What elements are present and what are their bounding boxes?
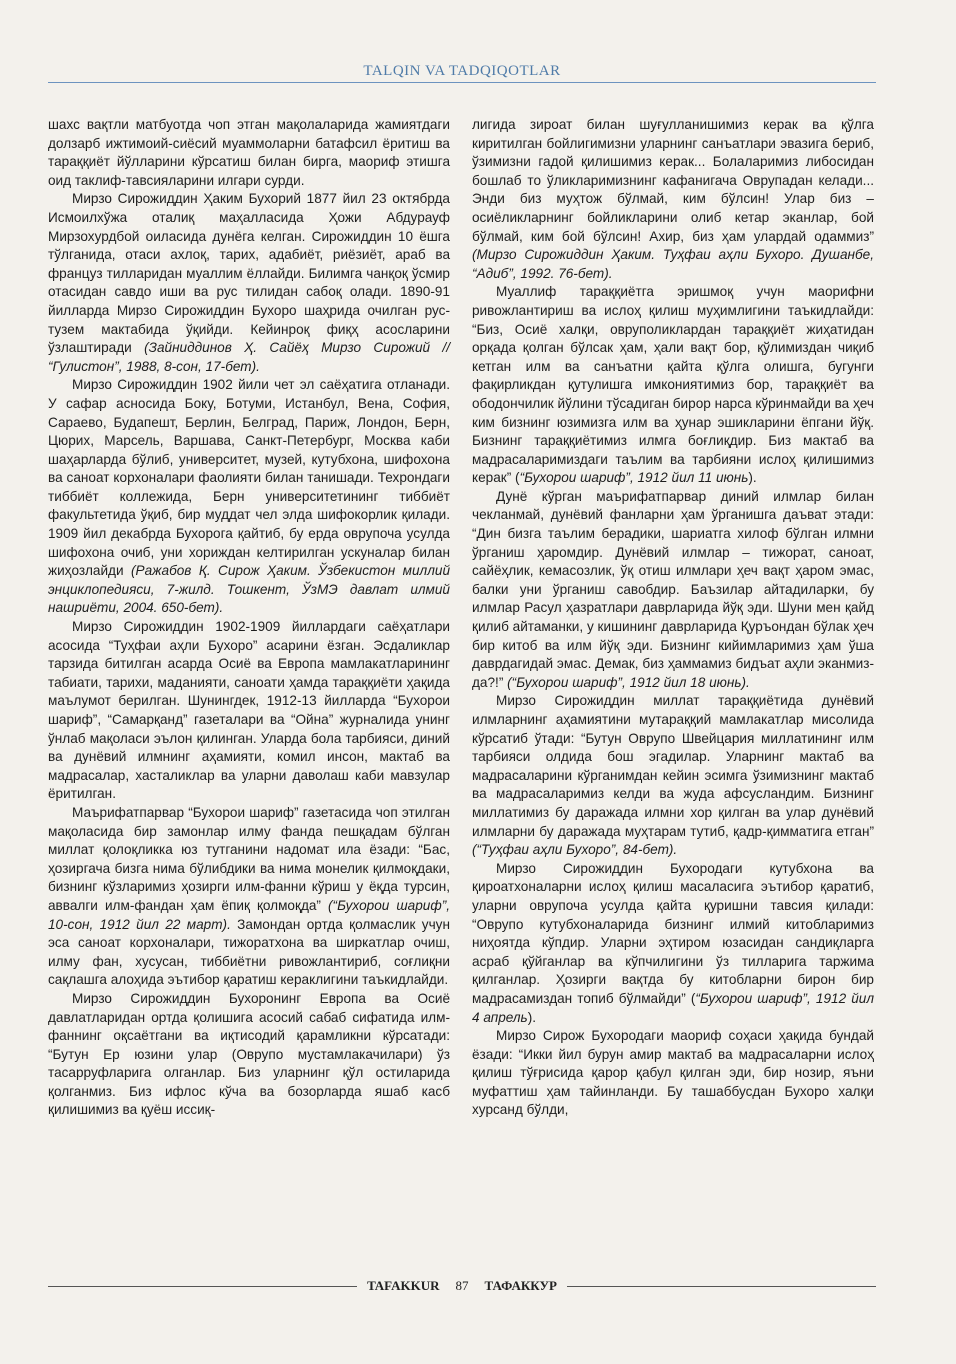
paragraph-text: Дунё кўрган маърифатпарвар диний илмлар билан чекланмай, дунёвий фанларни ҳам ўрганишга даъват этади: “Дин бизга таълим берадики, шариатга хилоф бўлган илмни ўрганиш ҳаромдир. Дунёвий илмлар – тижорат, саноат, сайёҳлик, кемасозлик, ўқ отиш илмлари ҳеч вақт ҳаром эмас, балки уни ўрганиш савобдир. Баъзилар айтадиларки, бу илмлар Расул ҳазратлари даврларида йўқ эди. Шуни мен қайд қилиб айтаманки, у кишининг даврларида Қуръондан бўлак ҳеч бир китоб ва илм йўқ эди. Бизнинг кийимларимиз ҳам ўша даврдагидай эмас. Демак, биз ҳаммамиз бидъат аҳли эканмиз-да?!” [472,488,874,690]
header-rule [48,82,876,83]
paragraph-text: Маърифатпарвар “Бухорои шариф” газетасида чоп этилган мақоласида бир замонлар илму фанда пешқадам бўлган миллат қолоқликка юз тутганини надомат ила ёзади: “Бас, ҳозиргача бизга нима бўлибдики ва нима монелик қилмоқдаки, бизнинг кўзларимиз ҳозирги илм-фанни кўриш у ёқда турсин, аввалги илм-фандан ҳам ёпиқ қолмоқда” [48,804,450,913]
paragraph-text: Мирзо Сирож Бухородаги маориф соҳаси ҳақида бундай ёзади: “Икки йил бурун амир мактаб ва мадрасаларни ислоҳ қилиш тўғрисида қарор қабул қилган эди, бир нозир, яъни муфаттиш ҳам тайинланди. Бу ташаббусдан Бухоро халқи хурсанд бўлди, [472,1028,874,1118]
footer-rule-left [48,1286,357,1287]
paragraph-text: Мирзо Сирожиддин Бухородаги кутубхона ва қироатхоналарни ислоҳ қилиш масаласига эътибор қаратиб, уларни оврупоча усулда қайта қуришни тавсия қилади: “Оврупо кутубхоналарида бизнинг илмий китобларимиз ниҳоятда кўпдир. Уларни эҳтиром юзасидан сандиқларга асраб қўйганлар ва кўпчилигини ўз тилларига таржима қилганлар. Ҳозирги вақтда бу китобларни бирон бир мадрасамиздан топиб бўлмайди” ( [472,860,874,1006]
citation: “Бухорои шариф”, 1912 йил 4 апрель [472,990,874,1025]
citation: (“Туҳфаи аҳли Бухоро”, 84-бет). [472,842,678,858]
paragraph [472,1027,874,1120]
paragraph-text: лигида зироат билан шуғулланишимиз керак ва қўлга киритилган бойлигимизни уларнинг санъатлари эвазига бериб, ўзимизни гадой қилишимиз керак... Болаларимиз либосидан бошлаб то ўликларимизнинг кафанигача Оврупадан келади... Энди биз муҳтож бўлмай, ким бўлсин! Улар биз – осиёликларнинг бойликларини олиб кетар эканлар, бой бўлмай, ким бой бўлсин! Ахир, биз ҳам улардай одаммиз” [472,117,874,244]
paragraph [472,860,874,1027]
citation: (Ражабов Қ. Сирож Ҳаким. Ўзбекистон миллий энциклопедияси, 7-жилд. Тошкент, ЎзМЭ давлат илмий нашриёти, 2004. 650-бет). [48,563,451,616]
paragraph-text: Муаллиф тараққиётга эришмоқ учун маорифни ривожлантириш ва ислоҳ қилиш муҳимлигини таъкидлайди: “Биз, Осиё халқи, овруполиклардан тараққиёт жиҳатидан орқада қолган бўлсак ҳам, ҳали вақт бор, қўлимиздан чиқиб кетган илм ва санъатни қайта қўлга олишга, бугунги фақирликдан қутулишга имкониятимиз бор, тараққиёт ва ободончилик йўлини тўсадиган бирор нарса кўринмайди ва ҳеч ким бизнинг юзимизга илм ва ҳунар эшикларини ёпгани йўқ. Бизнинг тараққиётимиз илмга боғлиқдир. Биз мактаб ва мадрасаларимиздаги таълим ва тарбияни ислоҳ қилишимиз керак” ( [472,284,874,486]
footer-journal-latin: TAFAKKUR [367,1278,440,1293]
paragraph-text-tail: ). [527,1009,537,1025]
paragraph [48,376,450,618]
section-title: TALQIN VA TADQIQOTLAR [363,63,561,79]
citation: “Бухорои шариф”, 1912 йил 11 июнь [519,470,749,486]
left-column [48,116,450,1120]
paragraph [472,488,874,693]
paragraph [472,283,874,488]
footer-rule-right [567,1286,876,1287]
citation: (“Бухорои шариф”, 1912 йил 18 июнь). [507,674,750,690]
paragraph-text: Мирзо Сирожиддин 1902 йили чет эл саёҳатига отланади. У сафар асносида Боку, Ботуми, Истанбул, Вена, София, Сараево, Будапешт, Берлин, Белград, Париж, Лондон, Берн, Цюрих, Марсель, Варшава, Санкт-Петербург, Москва каби шаҳарларда бўлиб, университет, музей, кутубхона, шифохона ва саноат корхоналари фаолияти билан танишади. Техрондаги тиббиёт коллежида, Берн университетининг тиббиёт факультетида ўқиб, бир муддат чел элда шифокорлик қилади. 1909 йил декабрда Бухорога қайтиб, бу ерда оврупоча усулда шифохона очиб, уни хориждан келтирилган ускуналар билан жиҳозлайди [48,377,450,579]
paragraph-text: Мирзо Сирожиддин миллат тараққиётида дунёвий илмларнинг аҳамиятини мутараққий мамлакатлар мисолида кўрсатиб ўтади: “Бутун Оврупо Швейцария миллатининг илм тарбияси олдида бош эгадилар. Уларнинг мактаб ва мадрасаларини кўрганимдан кейин эсимга ўзимизнинг мактаб ва мадрасаларимиз келди ва жуда афсусландим. Бизнинг миллатимиз бу даражада илмни хор қилган ва улар дунёвий илмларни бу даражада муҳтарам тутиб, қадр-қимматига етган” [472,693,874,839]
right-column [472,116,874,1120]
footer-journal-cyrillic: ТАФАККУР [484,1278,557,1293]
citation: (Мирзо Сирожиддин Ҳаким. Туҳфаи аҳли Бухоро. Душанбе, “Адиб”, 1992. 76-бет). [472,247,874,281]
paragraph-text-tail: Замондан ортда қолмаслик учун эса саноат корхоналари, тижоратхона ва ширкатлар очиш, илму фан, хусусан, тиббиётни ривожлантириб, соғлиқни сақлашга алоҳида эътибор қаратиш кераклигини таъкидлайди. [48,916,450,988]
paragraph [472,692,874,859]
paragraph [48,190,450,376]
paragraph-text: Мирзо Сирожиддин 1902-1909 йиллардаги саёҳатлари асосида “Туҳфаи аҳли Бухоро” асарини ёзган. Эсдаликлар тарзида битилган асарда Осиё ва Европа мамлакатларининг табиати, тарихи, маданияти, саноати ҳамда тараққиёти ҳақида маълумот берилган. Шунингдек, 1912-13 йилларда “Бухорои шариф”, “Самарқанд” газеталари ва “Ойна” журналида унинг ўнлаб мақоласи эълон қилинган. Уларда бола тарбияси, диний ва дунёвий илмнинг аҳамияти, комил инсон, мактаб ва мадрасалар, хасталиклар ва уларни даволаш каби мавзулар ёритилган. [48,619,450,802]
page-footer [48,1276,876,1296]
paragraph [48,116,450,190]
paragraph-text: шахс вақтли матбуотда чоп этган мақолаларида жамиятдаги долзарб ижтимоий-сиёсий муаммоларни батафсил ёритиш ва тараққиёт йўлларини кўрсатиш билан бирга, маориф этишга оид таклиф-тавсияларини илгари сурди. [48,117,450,188]
citation: (Зайниддинов Ҳ. Сайёҳ Мирзо Сирожий // “Гулистон”, 1988, 8-сон, 17-бет). [48,340,450,374]
paragraph-text: Мирзо Сирожиддин Ҳаким Бухорий 1877 йил 23 октябрда Исмоилхўжа оталиқ маҳалласида Ҳожи Абдурауф Мирзохурдбой оиласида дунёга келган. Сирожиддин 10 ёшга тўлганида, отаси ахлоқ, тарих, адабиёт, риёзиёт, араб ва француз тилларидан муаллим ёллайди. Билимга чанқоқ ўсмир отасидан савдо иши ва рус тилидан сабоқ олади. 1890-91 йилларда Мирзо Сирожиддин Бухоро шаҳрида очилган рус-тузем мактабида ўқийди. Кейинроқ фиқҳ асосларини ўзлаштиради [48,191,450,356]
paragraph [48,618,450,804]
citation: (“Бухорои шариф”, 10-сон, 1912 йил 22 март). [48,897,451,932]
paragraph-text-tail: ). [748,470,757,486]
paragraph [48,990,450,1120]
paragraph-text: Мирзо Сирожиддин Бухоронинг Европа ва Осиё давлатларидан ортда қолишига асосий сабаб сифатида илм-фаннинг оқсаётгани ва иқтисодий қарамликни кўрсатади: “Бутун Ер юзини улар (Оврупо мустамлакачилари) ўз тасарруфларига олганлар. Биз уларнинг қўл остиларида қолганмиз. Биз ифлос кўча ва бозорларда яшаб касб қилишимиз ва қуёш иссиқ- [48,990,450,1118]
running-header [48,62,876,80]
paragraph [48,804,450,990]
paragraph [472,116,874,283]
page-number: 87 [455,1278,469,1293]
